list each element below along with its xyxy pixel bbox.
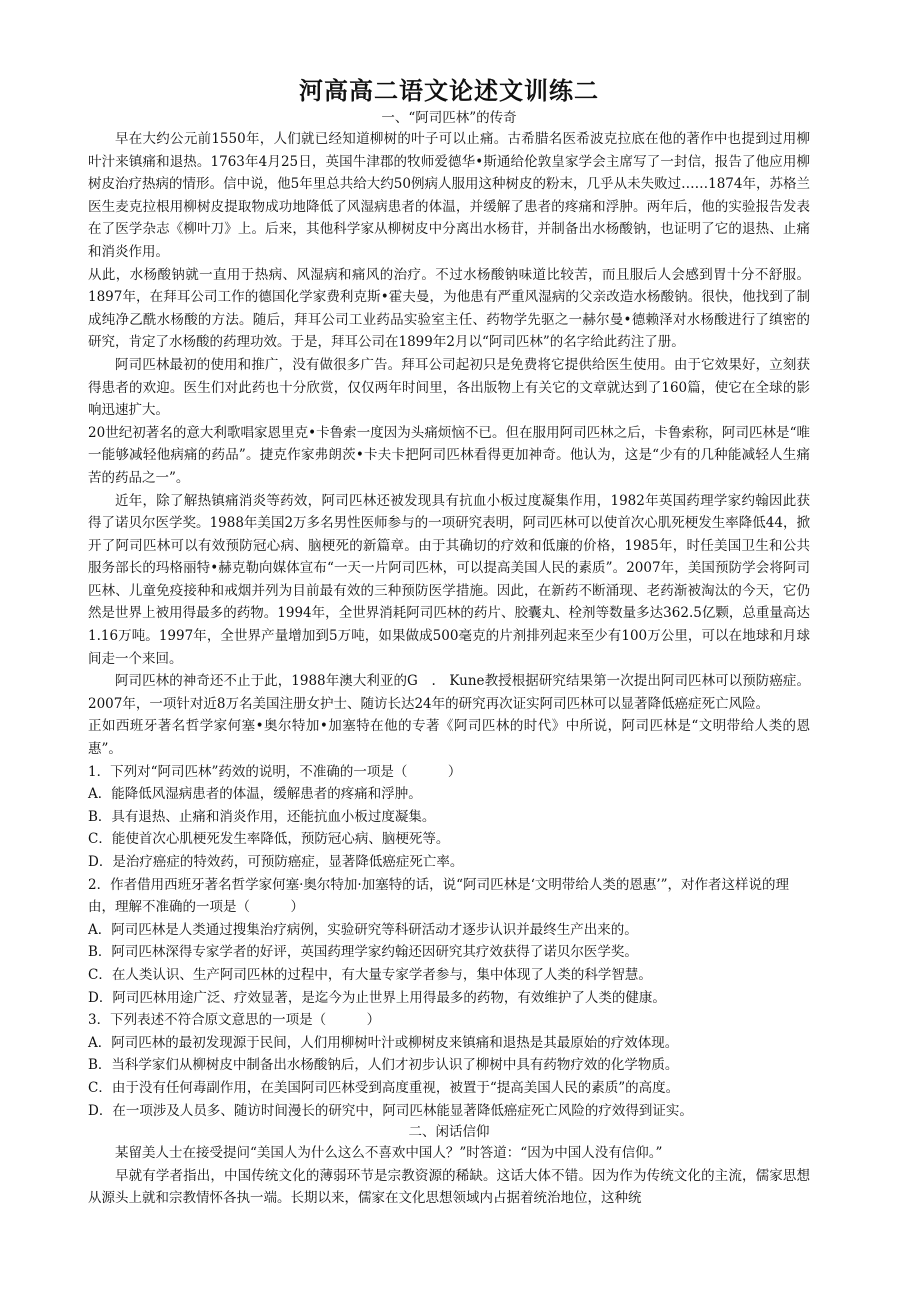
answer-option: C．能使首次心肌梗死发生率降低，预防冠心病、脑梗死等。: [88, 831, 450, 848]
answer-option: A．阿司匹林是人类通过搜集治疗病例，实验研究等科研活动才逐步认识并最终生产出来的。: [88, 921, 638, 938]
answer-option: A．能降低风湿病患者的体温，缓解患者的疼痛和浮肿。: [88, 786, 422, 803]
answer-option: B．当科学家们从柳树皮中制备出水杨酸钠后，人们才初步认识了柳树中具有药物疗效的化学物质。: [88, 1057, 679, 1074]
answer-option: B．具有退热、止痛和消炎作用，还能抗血小板过度凝集。: [88, 808, 436, 825]
paragraph: 正如西班牙著名哲学家何塞•奥尔特加•加塞特在他的专著《阿司匹林的时代》中所说，阿司匹林是“文明带给人类的恩惠”。: [88, 718, 810, 758]
question-stem: 3．下列表述不符合原文意思的一项是（ ）: [88, 1012, 381, 1029]
answer-option: C．在人类认识、生产阿司匹林的过程中，有大量专家学者参与，集中体现了人类的科学智慧。: [88, 966, 652, 983]
paragraph: 近年，除了解热镇痛消炎等药效，阿司匹林还被发现具有抗血小板过度凝集作用，1982年英国药理学家约翰因此获得了诺贝尔医学奖。1988年美国2万多名男性医师参与的一项研究表明，阿司匹林可以使首次心肌死梗发生率降低44，掀开了阿司匹林可以有效预防冠心病、脑梗死的新篇章。由于其确切的疗效和低廉的价格，1985年，时任美国卫生和公共服务部长的玛格丽特•赫克勒向媒体宣布“一天一片阿司匹林，可以提高美国人民的素质”。2007年，美国预防学会将阿司匹林、儿童免疫接种和戒烟并列为目前最有效的三种预防医学措施。因此，在新药不断涌现、老药渐被淘汰的今天，它仍然是世界上被用得最多的药物。1994年，全世界消耗阿司匹林的药片、胶囊丸、栓剂等数量多达362.5亿颗，总重量高达1.16万吨。1997年，全世界产量增加到5万吨，如果做成500毫克的片剂排列起来至少有100万公里，可以在地球和月球间走一个来回。: [88, 492, 810, 667]
paragraph: 阿司匹林的神奇还不止于此，1988年澳大利亚的G . Kune教授根据研究结果第一次提出阿司匹林可以预防癌症。2007年，一项针对近8万名美国注册女护士、随访长达24年的研究再次证实阿司匹林可以显著降低癌症死亡风险。: [88, 673, 810, 712]
section-1-questions: [88, 761, 810, 1123]
paragraph: 早在大约公元前1550年，人们就已经知道柳树的叶子可以止痛。古希腊名医希波克拉底在他的著作中也提到过用柳叶汁来镇痛和退热。1763年4月25日，英国牛津郡的牧师爱德华•斯通给伦敦皇家学会主席写了一封信，报告了他应用柳树皮治疗热病的情形。信中说，他5年里总共给大约50例病人服用这种树皮的粉末，几乎从未失败过……1874年，苏格兰医生麦克拉根用柳树皮提取物成功地降低了风湿病患者的体温，并缓解了患者的疼痛和浮肿。两年后，他的实验报告发表在了医学杂志《柳叶刀》上。后来，其他科学家从柳树皮中分离出水杨苷，并制备出水杨酸钠，也证明了它的退热、止痛和消炎作用。: [88, 131, 810, 260]
question-stem: 1．下列对“阿司匹林”药效的说明，不准确的一项是（ ）: [88, 763, 462, 780]
answer-option: A．阿司匹林的最初发现源于民间，人们用柳树叶汁或柳树皮来镇痛和退热是其最原始的疗效体现。: [88, 1034, 679, 1051]
answer-option: D．在一项涉及人员多、随访时间漫长的研究中，阿司匹林能显著降低癌症死亡风险的疗效得到证实。: [88, 1102, 693, 1119]
section-2-heading: 二、闲话信仰: [408, 1124, 490, 1141]
answer-option: D．阿司匹林用途广泛、疗效显著，是迄今为止世界上用得最多的药物，有效维护了人类的健康。: [88, 989, 666, 1006]
section-2-body: [88, 1142, 810, 1210]
paragraph: 某留美人士在接受提问“美国人为什么这么不喜欢中国人？”时答道：“因为中国人没有信仰。”: [115, 1145, 663, 1162]
section-1-heading: 一、“阿司匹林”的传奇: [381, 110, 517, 126]
answer-option: B．阿司匹林深得专家学者的好评，英国药理学家约翰还因研究其疗效获得了诺贝尔医学奖。: [88, 944, 638, 961]
document-title: 河高高二语文论述文训练二: [299, 77, 599, 105]
paragraph: 早就有学者指出，中国传统文化的薄弱环节是宗教资源的稀缺。这话大体不错。因为作为传统文化的主流，儒家思想从源头上就和宗教情怀各执一端。长期以来，儒家在文化思想领域内占据着统治地位，这种统: [88, 1167, 810, 1207]
answer-option: C．由于没有任何毒副作用，在美国阿司匹林受到高度重视，被置于“提高美国人民的素质”的高度。: [88, 1079, 680, 1096]
section-1-body: [88, 128, 810, 761]
paragraph: 从此，水杨酸钠就一直用于热病、风湿病和痛风的治疗。不过水杨酸钠味道比较苦，而且服后人会感到胃十分不舒服。1897年，在拜耳公司工作的德国化学家费利克斯•霍夫曼，为他患有严重风湿病的父亲改造水杨酸钠。很快，他找到了制成纯净乙酰水杨酸的方法。随后，拜耳公司工业药品实验室主任、药物学先驱之一赫尔曼•德赖泽对水杨酸进行了缜密的研究，肯定了水杨酸的药理功效。于是，拜耳公司在1899年2月以“阿司匹林”的名字给此药注了册。: [88, 266, 810, 351]
paragraph: 20世纪初著名的意大利歌唱家恩里克•卡鲁索一度因为头痛烦恼不已。但在服用阿司匹林之后，卡鲁索称，阿司匹林是“唯一能够减轻他病痛的药品”。捷克作家弗朗茨•卡夫卡把阿司匹林看得更加神奇。他认为，这是“少有的几种能减轻人生痛苦的药品之一”。: [88, 424, 810, 486]
question-stem: 2．作者借用西班牙著名哲学家何塞·奥尔特加·加塞特的话，说“阿司匹林是‘文明带给人类的恩惠’”，对作者这样说的理由，理解不准确的一项是（ ）: [88, 876, 790, 916]
paragraph: 阿司匹林最初的使用和推广，没有做很多广告。拜耳公司起初只是免费将它提供给医生使用。由于它效果好，立刻获得患者的欢迎。医生们对此药也十分欣赏，仅仅两年时间里，各出版物上有关它的文章就达到了160篇，使它在全球的影响迅速扩大。: [88, 356, 810, 419]
answer-option: D．是治疗癌症的特效药，可预防癌症，显著降低癌症死亡率。: [88, 854, 464, 870]
